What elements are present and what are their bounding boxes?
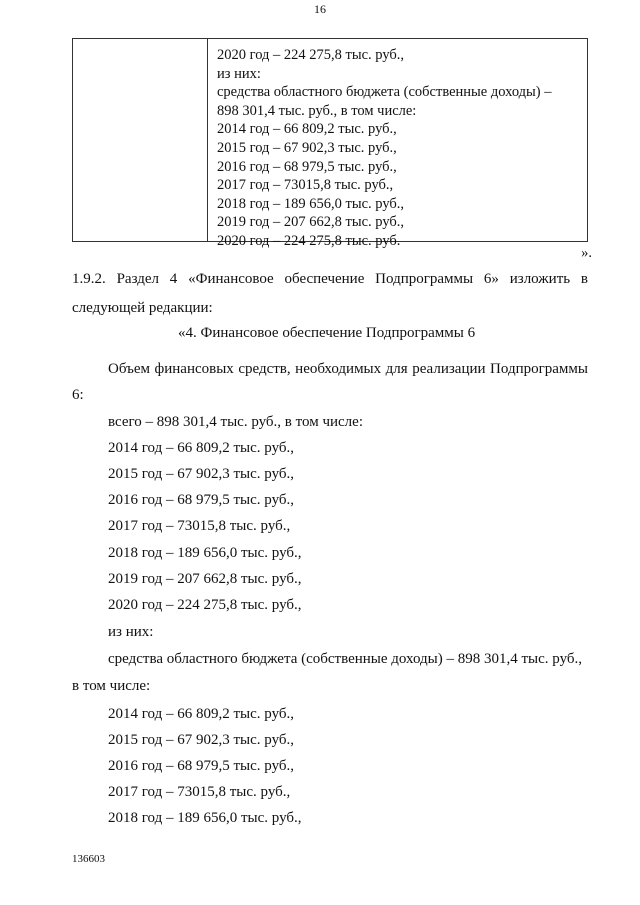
year-regional-line: 2015 год – 67 902,3 тыс. руб., — [108, 732, 295, 748]
year-total-line: 2014 год – 66 809,2 тыс. руб., — [108, 440, 295, 456]
year-total-line: 2017 год – 73015,8 тыс. руб., — [108, 518, 291, 534]
of-them-line: из них: — [108, 624, 154, 640]
item-1-9-2-line2: следующей редакции: — [72, 300, 213, 316]
item-1-9-2-line1: 1.9.2. Раздел 4 «Финансовое обеспечение Подпрограммы 6» изложить в — [72, 271, 588, 287]
table-column-divider — [207, 38, 208, 241]
volume-line2: 6: — [72, 387, 84, 403]
regional-budget-line1: средства областного бюджета (собственные доходы) – 898 301,4 тыс. руб., — [108, 651, 583, 667]
volume-line1: Объем финансовых средств, необходимых для реализации Подпрограммы — [108, 361, 588, 377]
year-regional-line: 2014 год – 66 809,2 тыс. руб., — [108, 706, 295, 722]
table-line: 2016 год – 68 979,5 тыс. руб., — [217, 158, 397, 175]
footer-document-code: 136603 — [72, 853, 105, 865]
closing-quote: ». — [581, 245, 592, 261]
table-top-rule — [73, 38, 587, 39]
table-line: 2020 год – 224 275,8 тыс. руб., — [217, 47, 405, 63]
year-total-line: 2015 год – 67 902,3 тыс. руб., — [108, 466, 295, 482]
table-line: 2020 год – 224 275,8 тыс. руб. — [217, 232, 401, 249]
year-total-line: 2020 год – 224 275,8 тыс. руб., — [108, 597, 302, 613]
table-cell-funding — [217, 46, 585, 251]
section-heading: «4. Финансовое обеспечение Подпрограммы 6 — [178, 325, 476, 341]
table-line: 2014 год – 66 809,2 тыс. руб., — [217, 121, 397, 138]
regional-budget-line2: в том числе: — [72, 678, 151, 694]
year-total-line: 2016 год – 68 979,5 тыс. руб., — [108, 492, 295, 508]
table-line: из них: — [217, 65, 261, 82]
total-line: всего – 898 301,4 тыс. руб., в том числе: — [108, 414, 363, 430]
table-line: 898 301,4 тыс. руб., в том числе: — [217, 102, 417, 119]
page-number: 16 — [314, 2, 326, 16]
table-line: 2017 год – 73015,8 тыс. руб., — [217, 177, 394, 194]
year-regional-line: 2017 год – 73015,8 тыс. руб., — [108, 784, 291, 800]
year-regional-line: 2016 год – 68 979,5 тыс. руб., — [108, 758, 295, 774]
year-total-line: 2018 год – 189 656,0 тыс. руб., — [108, 545, 302, 561]
year-total-line: 2019 год – 207 662,8 тыс. руб., — [108, 571, 302, 587]
table-line: 2019 год – 207 662,8 тыс. руб., — [217, 214, 405, 231]
table-line: 2018 год – 189 656,0 тыс. руб., — [217, 195, 405, 212]
table-line: 2015 год – 67 902,3 тыс. руб., — [217, 139, 397, 156]
year-regional-line: 2018 год – 189 656,0 тыс. руб., — [108, 810, 302, 826]
table-line: средства областного бюджета (собственные доходы) – — [217, 84, 552, 101]
continued-table — [72, 38, 588, 249]
